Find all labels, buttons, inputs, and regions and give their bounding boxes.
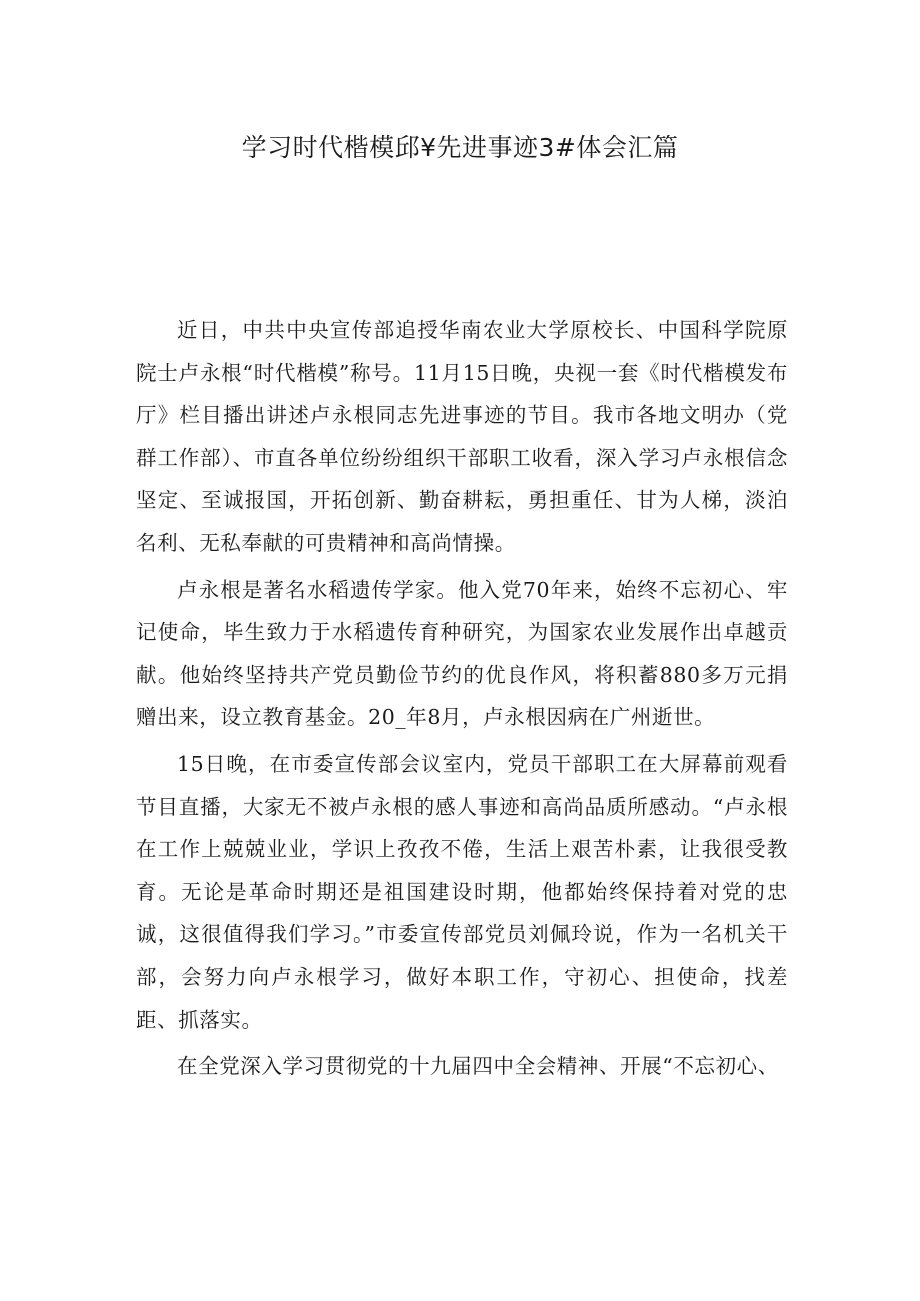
paragraph-4: 在全党深入学习贯彻党的十九届四中全会精神、开展“不忘初心、 (177, 1054, 779, 1079)
paragraph-2: 卢永根是著名水稻遗传学家。他入党70年来，始终不忘初心、牢记使命，毕生致力于水稻遗传育种研究，为国家农业发展作出卓越贡献。他始终坚持共产党员勤俭节约的优良作风，将积蓄880多万元捐赠出来，设立教育基金。20_年8月，卢永根因病在广州逝世。 (136, 577, 788, 730)
document-body (136, 309, 788, 1092)
paragraph-1: 近日，中共中央宣传部追授华南农业大学原校长、中国科学院原院士卢永根“时代楷模”称号。11月15日晚，央视一套《时代楷模发布厅》栏目播出讲述卢永根同志先进事迹的节目。我市各地文明办（党群工作部）、市直各单位纷纷组织干部职工收看，深入学习卢永根信念坚定、至诚报国，开拓创新、勤奋耕耘，勇担重任、甘为人梯，淡泊名利、无私奉献的可贵精神和高尚情操。 (136, 318, 788, 555)
document-title: 学习时代楷模邱¥先进事迹3#体会汇篇 (241, 133, 679, 162)
paragraph-3: 15日晚，在市委宣传部会议室内，党员干部职工在大屏幕前观看节目直播，大家无不被卢永根的感人事迹和高尚品质所感动。“卢永根在工作上兢兢业业，学识上孜孜不倦，生活上艰苦朴素，让我很受教育。无论是革命时期还是祖国建设时期，他都始终保持着对党的忠诚，这很值得我们学习。”市委宣传部党员刘佩玲说，作为一名机关干部，会努力向卢永根学习，做好本职工作，守初心、担使命，找差距、抓落实。 (136, 751, 788, 1032)
